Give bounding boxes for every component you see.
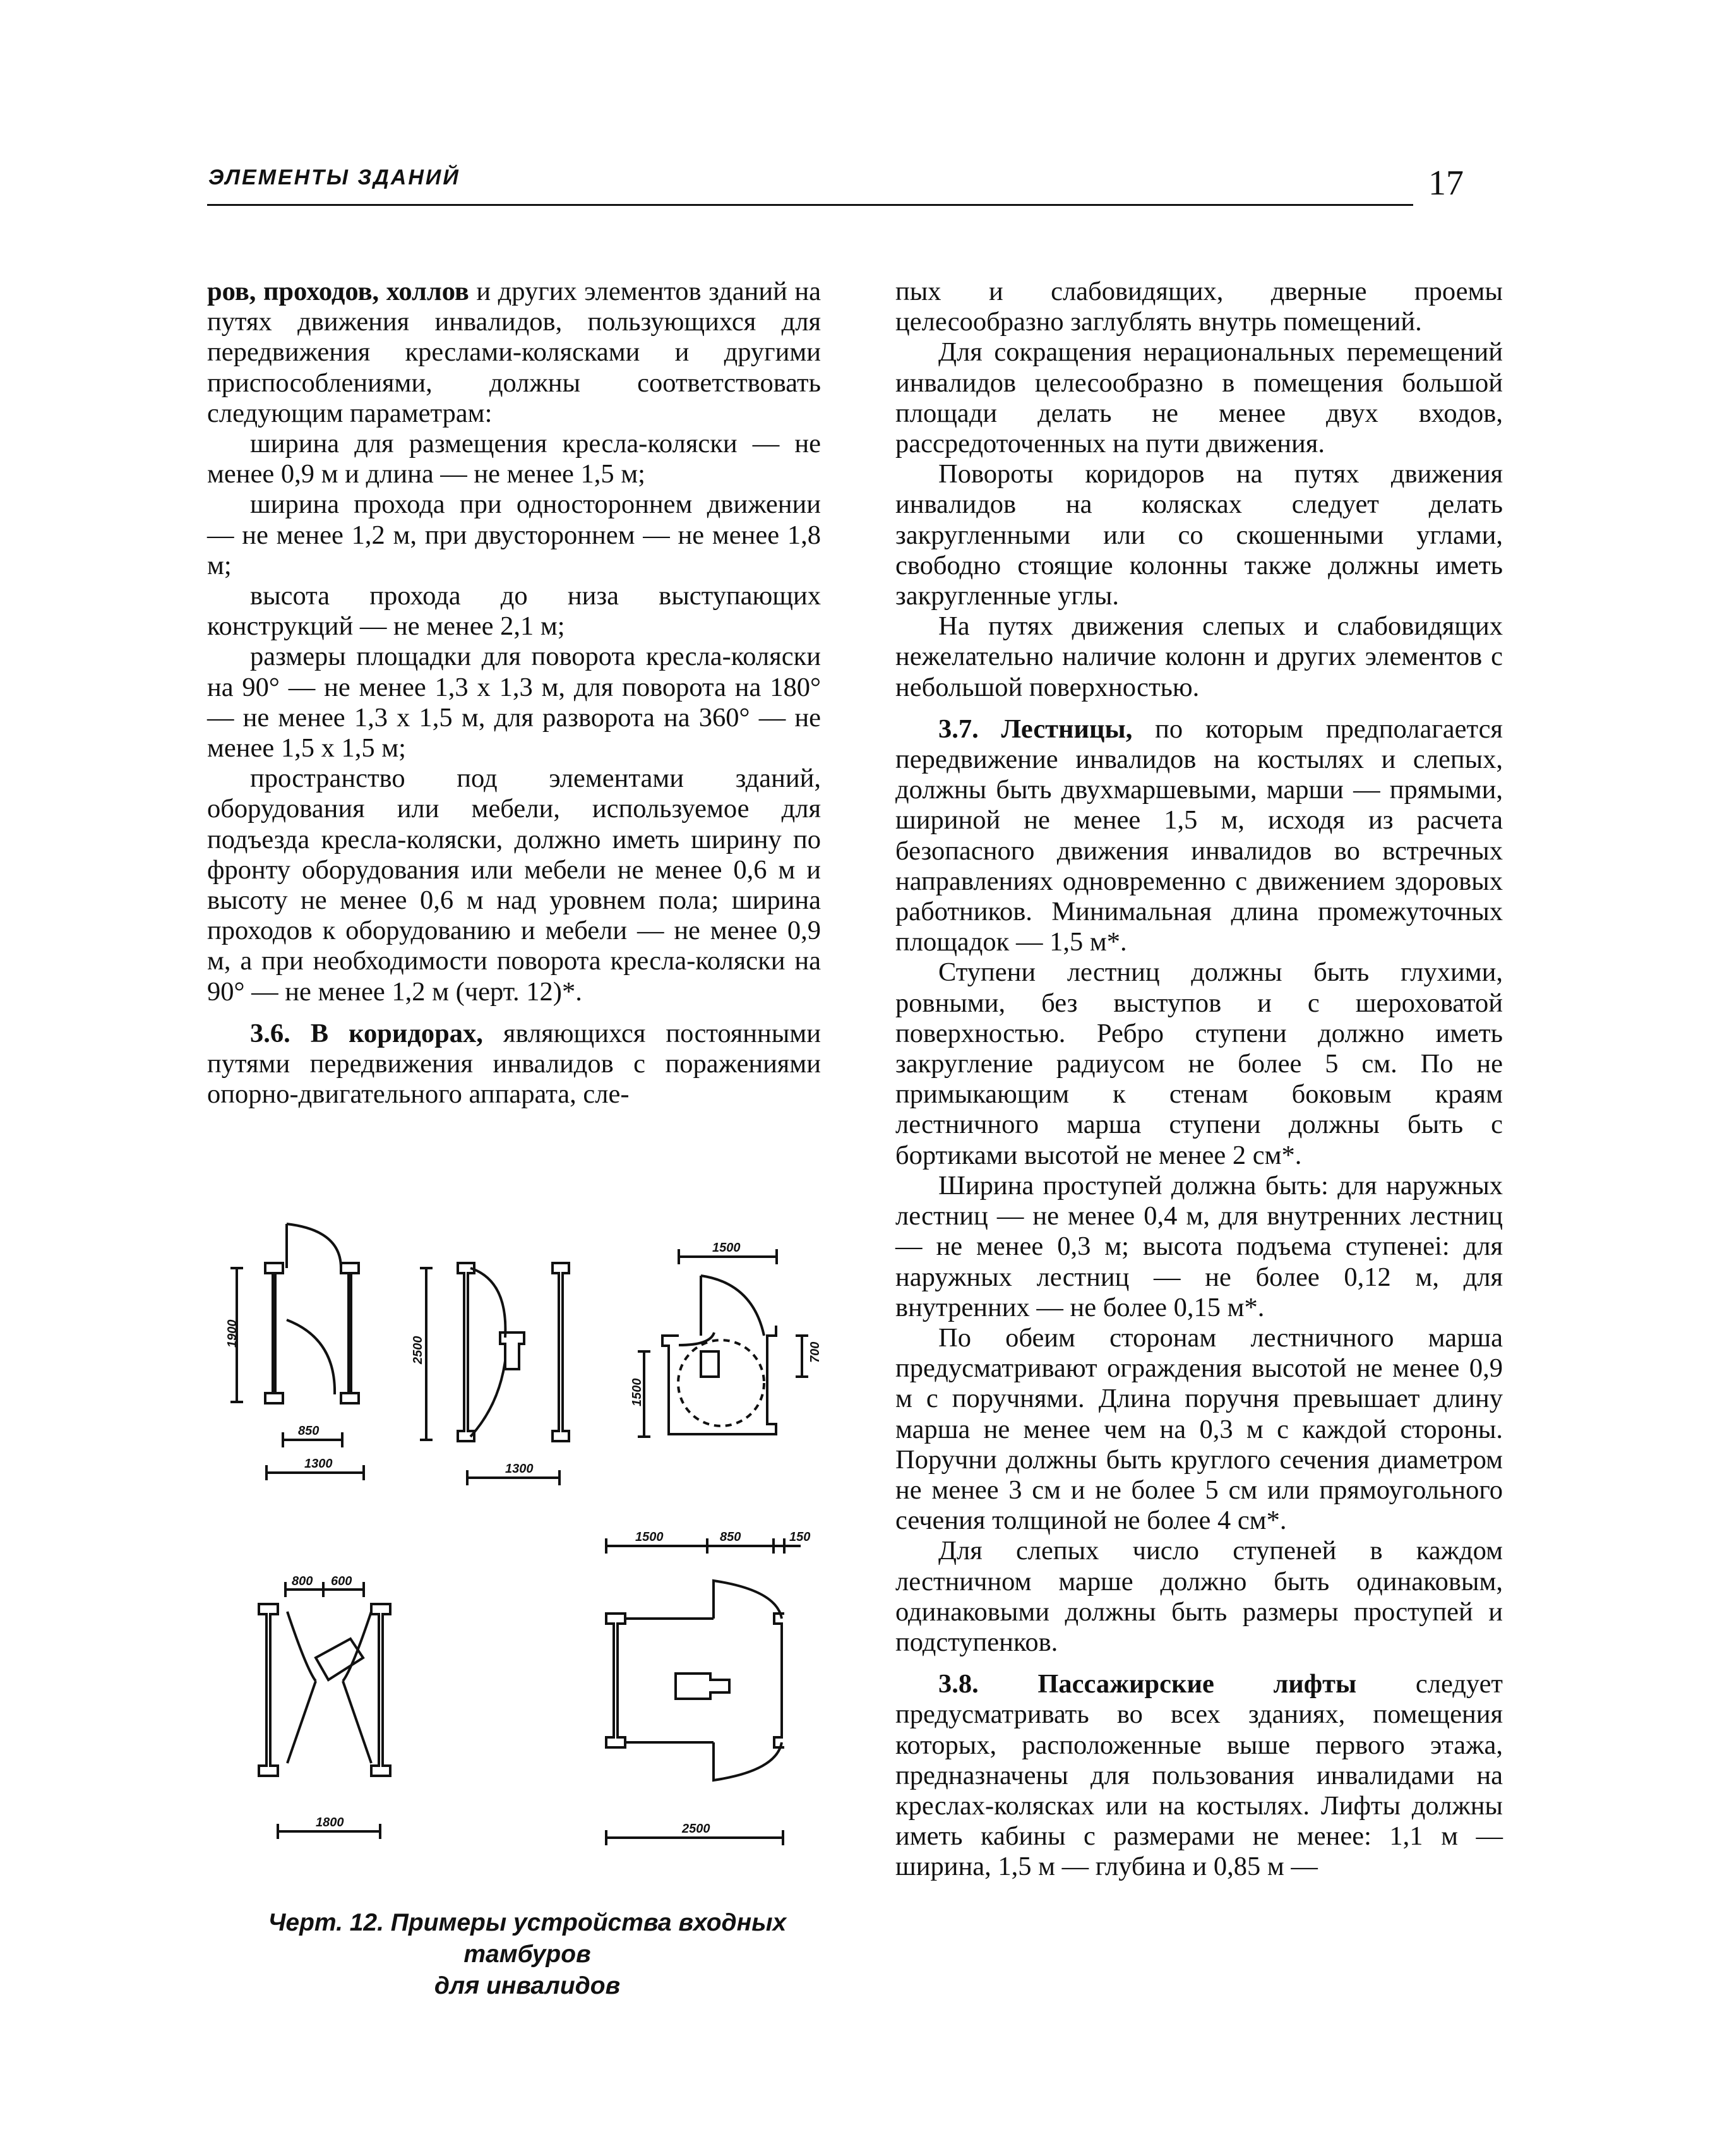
right-paragraph-7: Ширина проступей должна быть: для наружных лестниц — не менее 0,4 м, для внутренних лестниц — не менее 0,3 м; высота подъема ступенеi: для наружных лестниц — не более 0,12 м, для внутренних — не более 0,15 м*. bbox=[895, 1170, 1503, 1322]
right-paragraph-2: Для сокращения нерациональных перемещений инвалидов целесообразно в помещения большой площади делать не менее двух входов, рассредоточенных на пути движения. bbox=[895, 337, 1503, 459]
dim-1500-b: 1500 bbox=[635, 1530, 664, 1544]
right-p10-text: следует предусматривать во всех зданиях, помещения которых, расположенные выше первого этажа, предназначены для пользования инвалидами на креслах-колясках или на костылях. Лифты должны иметь кабины с размерами не менее: 1,1 м — ширина, 1,5 м — глубина и 0,85 м — bbox=[895, 1669, 1503, 1882]
left-paragraph-6: пространство под элементами зданий, оборудования или мебели, используемое для подъезда кресла-коляски, должно иметь ширину по фронту оборудования или мебели не менее 0,6 м и высоту не менее 0,6 м над уровнем пола; ширина проходов к оборудованию и мебели — не менее 0,9 м, а при необходимости поворота кресла-коляски на 90° — не менее 1,2 м (черт. 12)*. bbox=[207, 764, 821, 1007]
dim-150: 150 bbox=[789, 1530, 811, 1544]
right-paragraph-5 bbox=[895, 714, 1503, 958]
dim-850-a: 850 bbox=[298, 1424, 320, 1438]
dim-600: 600 bbox=[331, 1574, 352, 1588]
plan-vestibule-1 bbox=[225, 1224, 364, 1480]
dim-1300-b: 1300 bbox=[505, 1462, 534, 1476]
right-paragraph-10 bbox=[895, 1669, 1503, 1882]
left-paragraph-1 bbox=[207, 277, 821, 429]
dim-1300-a: 1300 bbox=[304, 1457, 333, 1471]
right-paragraph-9: Для слепых число ступеней в каждом лестничном марше должно быть одинаковым, одинаковыми должны быть размеры проступей и подступенков. bbox=[895, 1536, 1503, 1657]
plan-vestibule-4 bbox=[259, 1574, 390, 1839]
right-p5-text: по которым предполагается передвижение инвалидов на костылях и слепых, должны быть двухмаршевыми, марши — прямыми, шириной не менее 1,5 м, исходя из расчета безопасного движения инвалидов во встречных направлениях одновременно с движением здоровых работников. Минимальная длина промежуточных площадок — 1,5 м*. bbox=[895, 714, 1503, 957]
page-number: 17 bbox=[1428, 164, 1464, 203]
dim-700: 700 bbox=[808, 1341, 822, 1363]
right-paragraph-3: Повороты коридоров на путях движения инвалидов на колясках следует делать закругленными или со скошенными углами, свободно стоящие колонны также должны иметь закругленные углы. bbox=[895, 459, 1503, 611]
left-paragraph-5: размеры площадки для поворота кресла-коляски на 90° — не менее 1,3 х 1,3 м, для поворота на 180° — не менее 1,3 х 1,5 м, для разворота на 360° — не менее 1,5 х 1,5 м; bbox=[207, 642, 821, 764]
dim-1500-side: 1500 bbox=[630, 1378, 644, 1406]
left-p1-text: и других элементов зданий на путях движения инвалидов, пользующихся для передвижения креслами-колясками и другими приспособлениями, должны соответствовать следующим параметрам: bbox=[207, 277, 822, 428]
figure-caption bbox=[215, 1907, 840, 2002]
dim-800: 800 bbox=[292, 1574, 313, 1588]
left-column bbox=[207, 277, 821, 1110]
left-paragraph-3: ширина прохода при одностороннем движении — не менее 1,2 м, при двустороннем — не менее 1,8 м; bbox=[207, 489, 821, 580]
dim-1800: 1800 bbox=[316, 1816, 344, 1830]
dim-1500-top: 1500 bbox=[712, 1241, 741, 1255]
right-paragraph-6: Ступени лестниц должны быть глухими, ровными, без выступов и с шероховатой поверхностью. Ребро ступени должно иметь закругление радиусом не более 5 см. По не примыкающим к стенам боковым краям лестничного марша ступени должны быть с бортиками высотой не менее 2 см*. bbox=[895, 957, 1503, 1170]
right-column bbox=[895, 277, 1503, 1883]
caption-line-2: для инвалидов bbox=[434, 1972, 621, 1999]
plan-vestibule-2 bbox=[411, 1263, 569, 1485]
left-p7-bold: 3.6. В коридорах, bbox=[250, 1018, 483, 1048]
left-p1-bold: ров, проходов, холлов bbox=[207, 277, 469, 306]
running-header: ЭЛЕМЕНТЫ ЗДАНИЙ bbox=[208, 165, 460, 189]
right-p10-bold: 3.8. Пассажирские лифты bbox=[938, 1669, 1357, 1699]
left-p7-text: являющихся постоянными путями передвижения инвалидов с поражениями опорно-двигательного аппарата, сле- bbox=[207, 1018, 821, 1110]
dim-1900: 1900 bbox=[225, 1319, 239, 1348]
plan-vestibule-5 bbox=[606, 1530, 810, 1845]
left-paragraph-2: ширина для размещения кресла-коляски — не менее 0,9 м и длина — не менее 1,5 м; bbox=[207, 429, 821, 489]
header-rule bbox=[207, 204, 1413, 206]
plan-vestibule-3 bbox=[630, 1241, 822, 1437]
dim-2500-a: 2500 bbox=[411, 1336, 425, 1364]
right-paragraph-1: пых и слабовидящих, дверные проемы целесообразно заглублять внутрь помещений. bbox=[895, 277, 1503, 337]
right-paragraph-4: На путях движения слепых и слабовидящих нежелательно наличие колонн и других элементов с небольшой поверхностью. bbox=[895, 611, 1503, 702]
right-paragraph-8: По обеим сторонам лестничного марша предусматривают ограждения высотой не менее 0,9 м с поручнями. Длина поручня превышает длину марша не менее чем на 0,3 м с каждой стороны. Поручни должны быть круглого сечения диаметром не менее 3 см и не более 5 см или прямоугольного сечения толщиной не более 4 см*. bbox=[895, 1322, 1503, 1536]
left-paragraph-7 bbox=[207, 1019, 821, 1110]
dim-2500-b: 2500 bbox=[682, 1822, 710, 1836]
left-paragraph-4: высота прохода до низа выступающих конструкций — не менее 2,1 м; bbox=[207, 581, 821, 642]
vestibule-plans-figure bbox=[208, 1187, 840, 1869]
right-p5-bold: 3.7. Лестницы, bbox=[938, 714, 1133, 744]
dim-850-b: 850 bbox=[720, 1530, 741, 1544]
caption-line-1: Черт. 12. Примеры устройства входных тамбуров bbox=[268, 1909, 787, 1968]
